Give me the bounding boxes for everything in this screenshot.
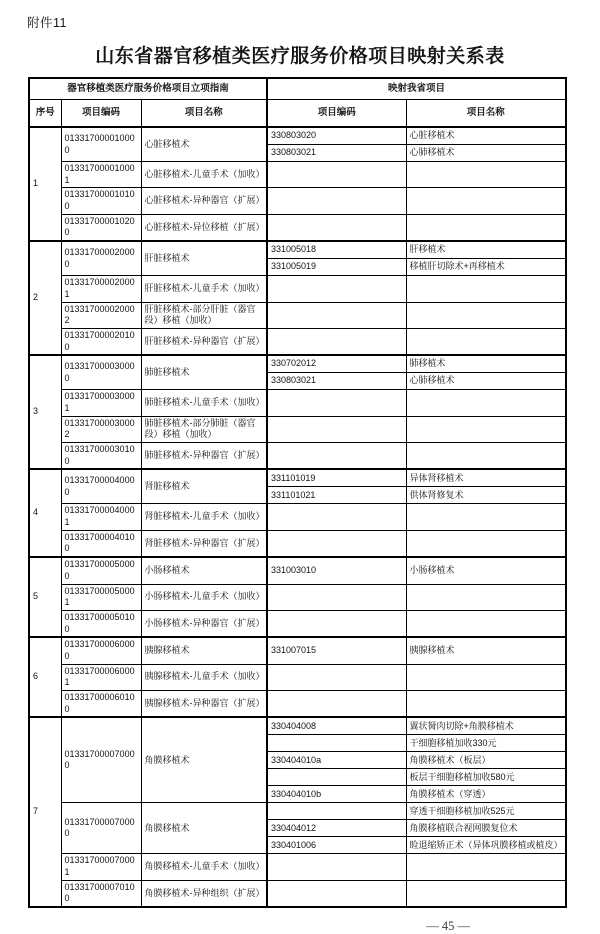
header-col-guide-code: 项目编码 (61, 99, 141, 127)
guide-name-cell: 心脏移植术 (141, 127, 267, 162)
table-row (29, 328, 566, 355)
header-columns-row (29, 99, 566, 127)
mapped-name-cell (406, 162, 566, 188)
mapped-code-cell (267, 504, 406, 530)
mapped-code-cell: 331101019 (267, 469, 406, 487)
seq-cell: 4 (29, 469, 61, 557)
mapped-code-cell: 330404012 (267, 820, 406, 837)
guide-code-cell: 013317000030000 (61, 355, 141, 390)
guide-code-cell: 013317000010200 (61, 214, 141, 241)
guide-code-cell: 013317000060001 (61, 664, 141, 690)
mapped-code-cell (267, 735, 406, 752)
mapped-name-cell: 角膜移植术（板层） (406, 752, 566, 769)
guide-code-cell: 013317000060000 (61, 637, 141, 664)
mapped-name-cell (406, 302, 566, 328)
header-col-mapped-code: 项目编码 (267, 99, 406, 127)
mapped-name-cell (406, 390, 566, 416)
guide-code-cell: 013317000040000 (61, 469, 141, 504)
mapped-code-cell: 331005019 (267, 259, 406, 276)
mapped-code-cell (267, 416, 406, 442)
guide-name-cell: 肺脏移植术-部分肺脏（器官段）移植（加收） (141, 416, 267, 442)
mapped-name-cell: 板层干细胞移植加收580元 (406, 769, 566, 786)
mapped-name-cell: 小肠移植术 (406, 557, 566, 584)
mapped-name-cell (406, 691, 566, 718)
guide-code-cell: 013317000010100 (61, 188, 141, 214)
page-title: 山东省器官移植类医疗服务价格项目映射关系表 (95, 46, 505, 67)
guide-code-cell: 013317000030002 (61, 416, 141, 442)
guide-code-cell: 013317000070000 (61, 803, 141, 854)
mapped-name-cell: 胰腺移植术 (406, 637, 566, 664)
mapped-name-cell: 心肺移植术 (406, 373, 566, 390)
mapped-name-cell: 异体肾移植术 (406, 469, 566, 487)
table-row (29, 162, 566, 188)
table-row (29, 637, 566, 664)
mapped-name-cell: 心肺移植术 (406, 145, 566, 162)
table-row (29, 188, 566, 214)
mapped-code-cell: 330401006 (267, 837, 406, 854)
mapped-name-cell: 心脏移植术 (406, 127, 566, 145)
mapped-code-cell (267, 443, 406, 470)
guide-code-cell: 013317000040100 (61, 530, 141, 557)
mapped-name-cell: 角膜移植术（穿透） (406, 786, 566, 803)
mapped-name-cell (406, 880, 566, 907)
mapped-name-cell: 睑退缩矫正术（异体巩膜移植或植皮） (406, 837, 566, 854)
table-row (29, 504, 566, 530)
page-number: — 45 — (426, 919, 470, 934)
seq-cell: 1 (29, 127, 61, 241)
guide-code-cell: 013317000010000 (61, 127, 141, 162)
guide-name-cell: 肺脏移植术-儿童手术（加收） (141, 390, 267, 416)
table-row (29, 127, 566, 145)
guide-code-cell: 013317000020100 (61, 328, 141, 355)
mapped-name-cell (406, 664, 566, 690)
table-row (29, 241, 566, 259)
mapped-code-cell: 331101021 (267, 487, 406, 504)
mapped-name-cell (406, 443, 566, 470)
header-col-guide-name: 项目名称 (141, 99, 267, 127)
table-row (29, 276, 566, 302)
guide-name-cell: 角膜移植术-异种组织（扩展） (141, 880, 267, 907)
mapped-code-cell: 331007015 (267, 637, 406, 664)
attachment-label: 附件11 (27, 16, 67, 30)
guide-code-cell: 013317000050001 (61, 584, 141, 610)
mapped-name-cell: 干细胞移植加收330元 (406, 735, 566, 752)
mapped-code-cell (267, 880, 406, 907)
mapped-name-cell (406, 416, 566, 442)
guide-code-cell: 013317000070000 (61, 717, 141, 803)
mapped-name-cell: 角膜移植联合视网膜复位术 (406, 820, 566, 837)
mapped-name-cell: 肝移植术 (406, 241, 566, 259)
mapped-name-cell: 供体肾修复术 (406, 487, 566, 504)
mapped-name-cell: 肺移植术 (406, 355, 566, 373)
mapped-name-cell (406, 610, 566, 637)
guide-name-cell: 小肠移植术-异种器官（扩展） (141, 610, 267, 637)
header-guide-section: 器官移植类医疗服务价格项目立项指南 (29, 78, 267, 99)
table-row (29, 390, 566, 416)
mapped-name-cell (406, 504, 566, 530)
table-header (29, 78, 566, 127)
seq-cell: 6 (29, 637, 61, 717)
guide-code-cell: 013317000060100 (61, 691, 141, 718)
mapped-code-cell: 331003010 (267, 557, 406, 584)
mapped-code-cell (267, 769, 406, 786)
table-row (29, 469, 566, 487)
guide-name-cell: 肾脏移植术-异种器官（扩展） (141, 530, 267, 557)
mapped-code-cell: 330404010a (267, 752, 406, 769)
header-col-mapped-name: 项目名称 (406, 99, 566, 127)
guide-name-cell: 肝脏移植术 (141, 241, 267, 276)
header-section-row (29, 78, 566, 99)
guide-name-cell: 心脏移植术-异种器官（扩展） (141, 188, 267, 214)
mapped-name-cell (406, 854, 566, 880)
guide-name-cell: 角膜移植术-儿童手术（加收） (141, 854, 267, 880)
table-row (29, 610, 566, 637)
mapped-code-cell (267, 610, 406, 637)
mapped-code-cell (267, 390, 406, 416)
guide-name-cell: 小肠移植术 (141, 557, 267, 584)
table-row (29, 803, 566, 820)
guide-name-cell: 肺脏移植术 (141, 355, 267, 390)
guide-name-cell: 胰腺移植术-异种器官（扩展） (141, 691, 267, 718)
guide-code-cell: 013317000050100 (61, 610, 141, 637)
guide-name-cell: 胰腺移植术-儿童手术（加收） (141, 664, 267, 690)
mapped-code-cell (267, 691, 406, 718)
guide-code-cell: 013317000030100 (61, 443, 141, 470)
seq-cell: 2 (29, 241, 61, 355)
mapped-code-cell: 330803021 (267, 145, 406, 162)
mapped-code-cell: 331005018 (267, 241, 406, 259)
table-row (29, 557, 566, 584)
mapped-code-cell: 330803020 (267, 127, 406, 145)
mapped-name-cell (406, 188, 566, 214)
guide-code-cell: 013317000030001 (61, 390, 141, 416)
mapped-code-cell (267, 664, 406, 690)
guide-name-cell: 肝脏移植术-部分肝脏（器官段）移植（加收） (141, 302, 267, 328)
mapped-code-cell (267, 530, 406, 557)
mapped-name-cell: 穿透干细胞移植加收525元 (406, 803, 566, 820)
table-row (29, 443, 566, 470)
guide-name-cell: 肾脏移植术-儿童手术（加收） (141, 504, 267, 530)
mapping-table-body (29, 127, 566, 907)
table-row (29, 530, 566, 557)
guide-name-cell: 肾脏移植术 (141, 469, 267, 504)
guide-code-cell: 013317000070001 (61, 854, 141, 880)
table-row (29, 854, 566, 880)
table-row (29, 416, 566, 442)
guide-code-cell: 013317000020001 (61, 276, 141, 302)
guide-name-cell: 胰腺移植术 (141, 637, 267, 664)
header-mapped-section: 映射我省项目 (267, 78, 566, 99)
table-row (29, 355, 566, 373)
seq-cell: 7 (29, 717, 61, 907)
mapped-name-cell: 移植肝切除术+再移植术 (406, 259, 566, 276)
mapped-name-cell (406, 276, 566, 302)
mapped-code-cell (267, 584, 406, 610)
guide-name-cell: 心脏移植术-异位移植（扩展） (141, 214, 267, 241)
guide-name-cell: 心脏移植术-儿童手术（加收） (141, 162, 267, 188)
guide-name-cell: 肺脏移植术-异种器官（扩展） (141, 443, 267, 470)
table-row (29, 302, 566, 328)
mapped-code-cell (267, 302, 406, 328)
guide-name-cell: 角膜移植术 (141, 803, 267, 854)
guide-code-cell: 013317000020002 (61, 302, 141, 328)
guide-code-cell: 013317000010001 (61, 162, 141, 188)
guide-name-cell: 肝脏移植术-儿童手术（加收） (141, 276, 267, 302)
guide-name-cell: 肝脏移植术-异种器官（扩展） (141, 328, 267, 355)
guide-code-cell: 013317000040001 (61, 504, 141, 530)
mapped-code-cell: 330803021 (267, 373, 406, 390)
mapped-code-cell (267, 328, 406, 355)
mapped-code-cell (267, 803, 406, 820)
mapped-code-cell (267, 214, 406, 241)
mapped-name-cell (406, 214, 566, 241)
guide-name-cell: 角膜移植术 (141, 717, 267, 803)
table-row (29, 717, 566, 735)
mapped-code-cell: 330404010b (267, 786, 406, 803)
mapped-name-cell (406, 328, 566, 355)
table-row (29, 214, 566, 241)
table-row (29, 880, 566, 907)
guide-code-cell: 013317000020000 (61, 241, 141, 276)
mapped-code-cell (267, 188, 406, 214)
seq-cell: 5 (29, 557, 61, 637)
table-row (29, 664, 566, 690)
guide-name-cell: 小肠移植术-儿童手术（加收） (141, 584, 267, 610)
mapped-name-cell (406, 530, 566, 557)
mapped-code-cell (267, 854, 406, 880)
mapping-table (28, 77, 567, 908)
mapped-code-cell: 330404008 (267, 717, 406, 735)
mapped-code-cell: 330702012 (267, 355, 406, 373)
header-col-seq: 序号 (29, 99, 61, 127)
table-row (29, 584, 566, 610)
guide-code-cell: 013317000050000 (61, 557, 141, 584)
mapped-name-cell (406, 584, 566, 610)
mapped-code-cell (267, 276, 406, 302)
seq-cell: 3 (29, 355, 61, 469)
guide-code-cell: 013317000070100 (61, 880, 141, 907)
table-row (29, 691, 566, 718)
mapped-code-cell (267, 162, 406, 188)
mapped-name-cell: 翼状胬肉切除+角膜移植术 (406, 717, 566, 735)
